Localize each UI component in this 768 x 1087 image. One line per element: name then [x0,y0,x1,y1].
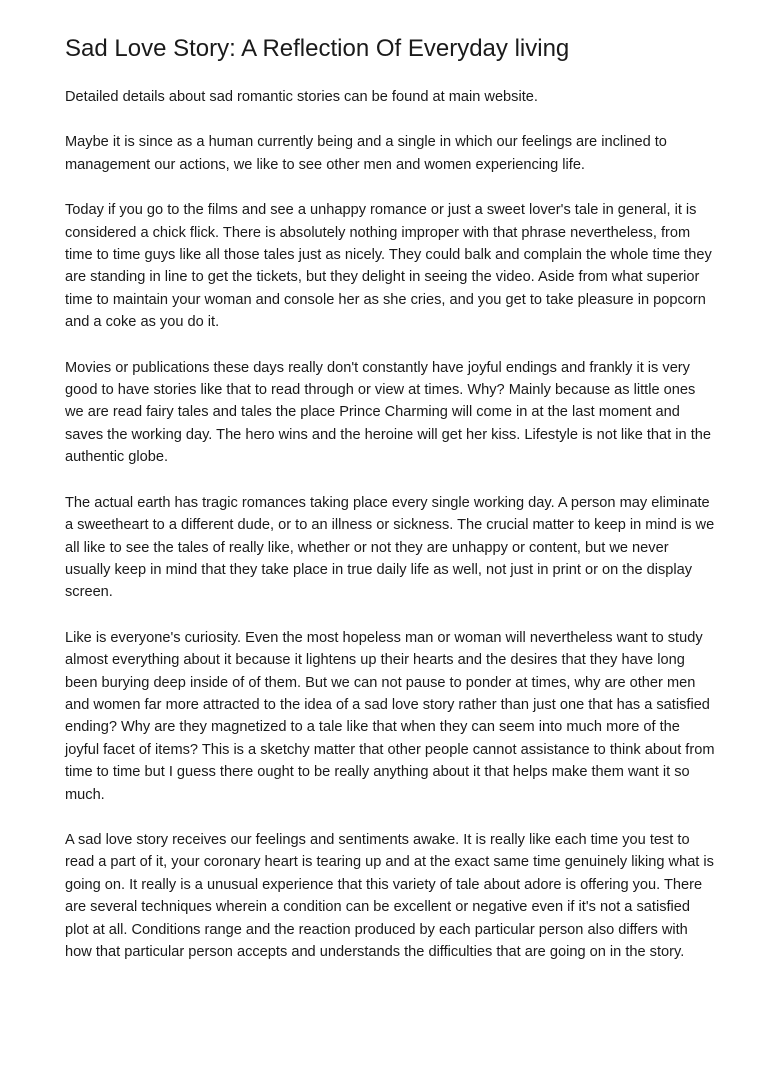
paragraph: The actual earth has tragic romances taking place every single working day. A person may eliminate a sweetheart to a different dude, or to an illness or sickness. The crucial matter to keep in mind is we all like to see the tales of really like, whether or not they are unhappy or content, but we never usually keep in mind that they take place in true daily life as well, not just in print or on the display screen. [65,494,715,601]
document-page [65,34,715,986]
paragraph: Like is everyone's curiosity. Even the most hopeless man or woman will nevertheless want to study almost everything about it because it lightens up their hearts and the desires that they have long been burying deep inside of of them. But we can not pause to ponder at times, why are other men and women far more attracted to the idea of a sad love story rather than just one that has a satisfied ending? Why are they magnetized to a tale like that when they can seem into much more of the joyful facet of items? This is a sketchy matter that other people cannot assistance to think about from time to time but I guess there ought to be really anything about it that helps make them want it so much. [65,629,715,803]
paragraph-intro: Detailed details about sad romantic stories can be found at main website. [65,89,538,105]
paragraph: Today if you go to the films and see a unhappy romance or just a sweet lover's tale in general, it is considered a chick flick. There is absolutely nothing improper with that phrase nevertheless, from time to time guys like all those tales just as nicely. They could balk and complain the whole time they are standing in line to get the tickets, but they delight in seeing the video. Aside from what superior time to maintain your woman and console her as she cries, and you get to take pleasure in popcorn and a coke as you do it. [65,202,712,331]
paragraph: A sad love story receives our feelings and sentiments awake. It is really like each time you test to read a part of it, your coronary heart is tearing up and at the exact same time genuinely liking what is going on. It really is a unusual experience that this variety of tale about adore is offering you. There are several techniques wherein a condition can be excellent or negative even if it's not a satisfied plot at all. Conditions range and the reaction produced by each particular person also differs with how that particular person accepts and understands the difficulties that are going on in the story. [65,831,714,960]
paragraph: Movies or publications these days really don't constantly have joyful endings and frankly it is very good to have stories like that to read through or view at times. Why? Mainly because as little ones we are read fairy tales and tales the place Prince Charming will come in at the last moment and saves the working day. The hero wins and the heroine will get her kiss. Lifestyle is not like that in the authentic globe. [65,359,711,466]
paragraph: Maybe it is since as a human currently being and a single in which our feelings are inclined to management our actions, we like to see other men and women experiencing life. [65,134,667,173]
document-title: Sad Love Story: A Reflection Of Everyday living [65,35,570,62]
